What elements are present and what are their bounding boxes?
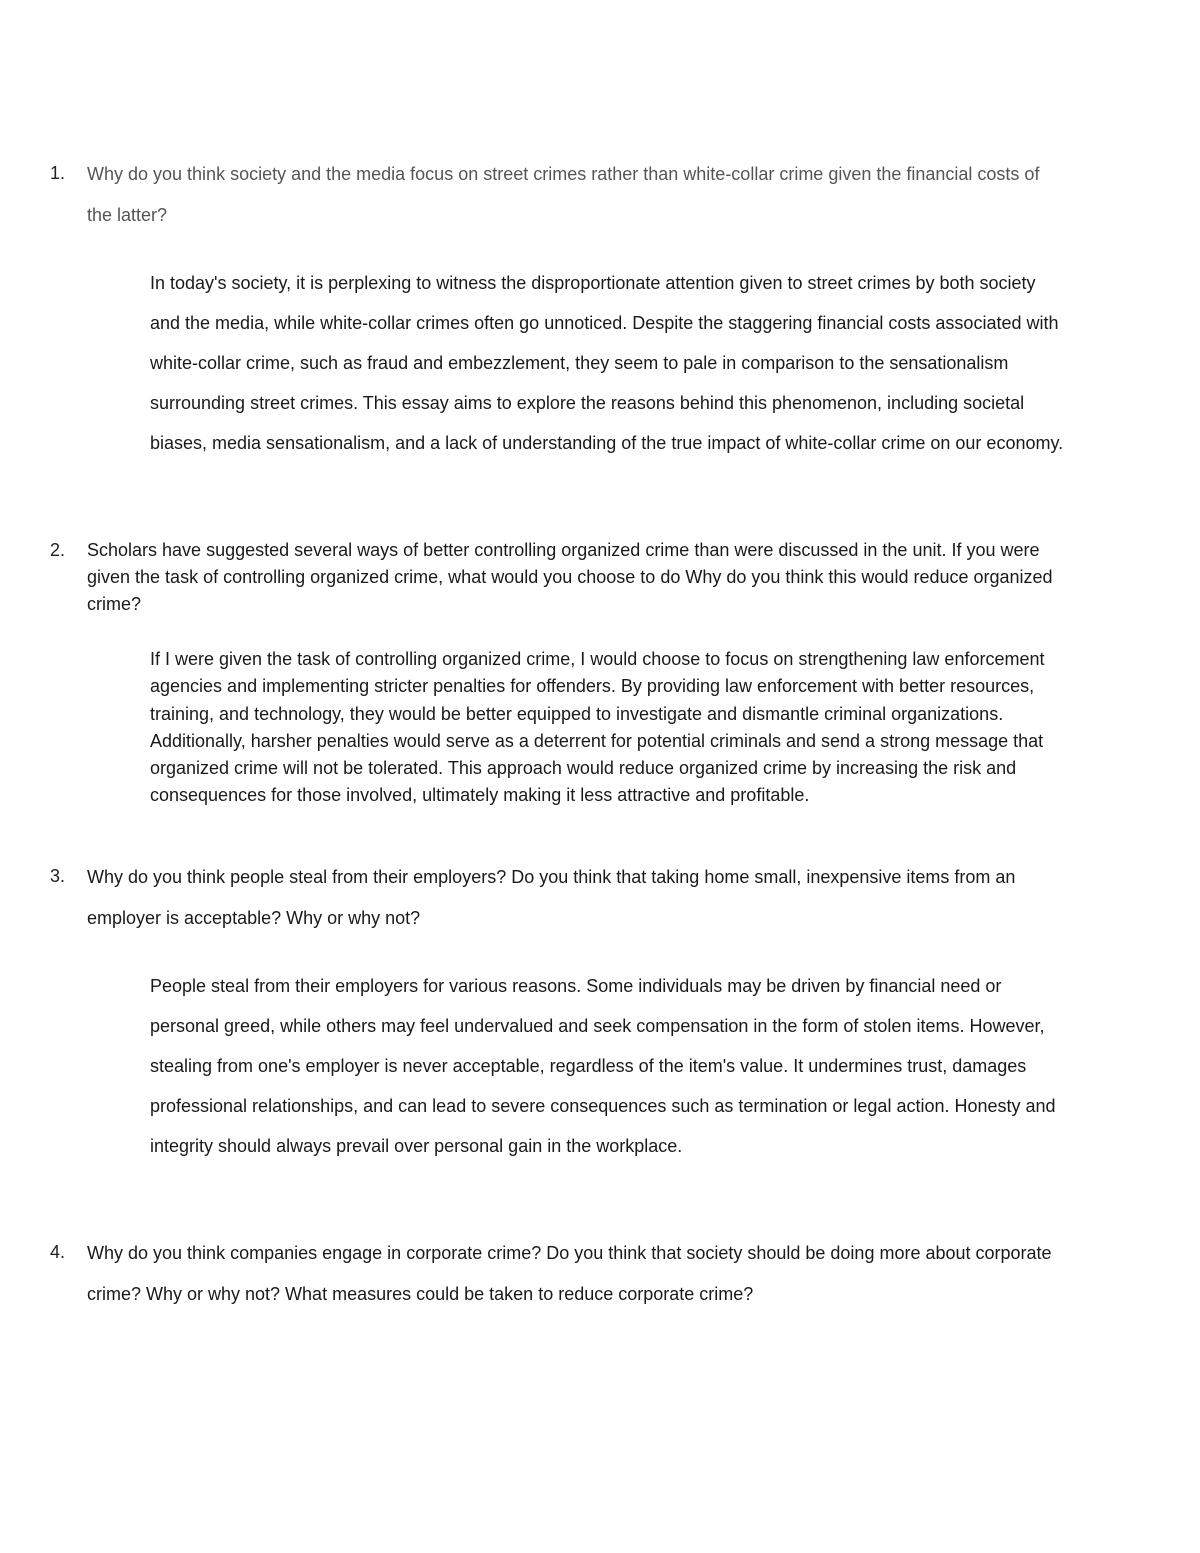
question-text: Why do you think companies engage in corporate crime? Do you think that society should be doing more about corporate crime? Why or why not? What measures could be taken to reduce corporate crime? (87, 1243, 1052, 1304)
answer-text: People steal from their employers for various reasons. Some individuals may be driven by financial need or personal greed, while others may feel undervalued and seek compensation in the form of stolen items. However, stealing from one's employer is never acceptable, regardless of the item's value. It undermines trust, damages professional relationships, and can lead to severe consequences such as termination or legal action. Honesty and integrity should always prevail over personal gain in the workplace. (150, 976, 1056, 1156)
question-text: Scholars have suggested several ways of better controlling organized crime than were discussed in the unit. If you were given the task of controlling organized crime, what would you choose to do Why do you think this would reduce organized crime? (87, 540, 1053, 614)
item-number: 2. (50, 540, 66, 560)
answer-text: In today's society, it is perplexing to witness the disproportionate attention given to street crimes by both society and the media, while white-collar crimes often go unnoticed. Despite the staggering financial costs associated with white-collar crime, such as fraud and embezzlement, they seem to pale in comparison to the sensationalism surrounding street crimes. This essay aims to explore the reasons behind this phenomenon, including societal biases, media sensationalism, and a lack of understanding of the true impact of white-collar crime on our economy. (150, 273, 1064, 453)
item-number: 3. (50, 866, 66, 886)
answer-text: If I were given the task of controlling organized crime, I would choose to focus on strengthening law enforcement agencies and implementing stricter penalties for offenders. By providing law enforcement with better resources, training, and technology, they would be better equipped to investigate and dismantle criminal organizations. Additionally, harsher penalties would serve as a deterrent for potential criminals and send a strong message that organized crime will not be tolerated. This approach would reduce organized crime by increasing the risk and consequences for those involved, ultimately making it less attractive and profitable. (150, 649, 1045, 806)
item-number: 4. (50, 1242, 66, 1262)
question-text: Why do you think society and the media focus on street crimes rather than white-collar crime given the financial costs of the latter? (87, 164, 1040, 225)
item-number: 1. (50, 163, 66, 183)
question-text: Why do you think people steal from their employers? Do you think that taking home small, inexpensive items from an employer is acceptable? Why or why not? (87, 867, 1016, 928)
